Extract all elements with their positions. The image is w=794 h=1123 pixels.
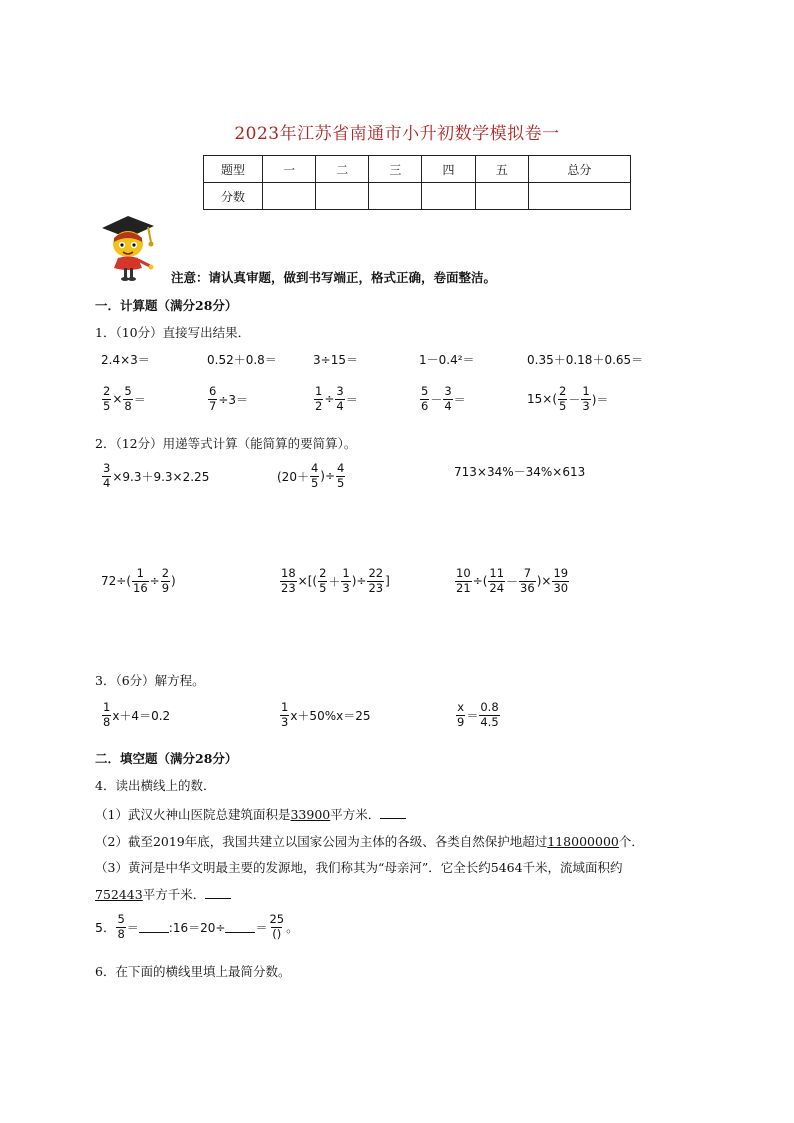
q2-expr bbox=[279, 568, 390, 594]
expr-middle: )÷ bbox=[351, 574, 367, 588]
score-cell[interactable] bbox=[316, 183, 369, 210]
numerator: 11 bbox=[489, 566, 505, 580]
table-header-cell: 一 bbox=[263, 156, 316, 183]
operator: － bbox=[430, 392, 443, 407]
denominator: 4 bbox=[444, 398, 452, 413]
denominator: 36 bbox=[520, 580, 535, 595]
q4-sub3-line1: （3）黄河是中华文明最主要的发源地，我们称其为“母亲河”．它全长约5464千米，流域面积约 bbox=[95, 860, 623, 875]
q1-item: 0.52＋0.8＝ bbox=[207, 353, 277, 367]
numerator: 6 bbox=[209, 384, 217, 398]
q6-label: 6．在下面的横线里填上最简分数。 bbox=[95, 964, 291, 979]
table-row-label: 分数 bbox=[204, 183, 263, 210]
numerator: x bbox=[457, 700, 465, 714]
denominator: 9 bbox=[161, 580, 170, 595]
numerator: 1 bbox=[582, 384, 590, 398]
numerator: 5 bbox=[124, 384, 132, 398]
q1-label: 1．（10分）直接写出结果． bbox=[95, 325, 251, 340]
operator: ＋ bbox=[328, 574, 341, 589]
numerator: 1 bbox=[103, 700, 111, 714]
q2-expr: 713×34%－34%×613 bbox=[454, 465, 586, 479]
equals: ＝ bbox=[126, 920, 139, 935]
expr-prefix: (20＋ bbox=[277, 469, 309, 484]
equals: )＝ bbox=[591, 392, 609, 407]
numerator: 2 bbox=[559, 384, 567, 398]
denominator: 5 bbox=[559, 398, 567, 413]
expr-prefix: ÷( bbox=[472, 574, 488, 588]
denominator: 8 bbox=[103, 714, 111, 729]
denominator: 5 bbox=[310, 475, 319, 490]
numerator: 5 bbox=[421, 384, 429, 398]
q1-fraction-expr bbox=[419, 386, 466, 412]
denominator: 8 bbox=[124, 398, 132, 413]
table-header-cell: 总分 bbox=[528, 156, 630, 183]
numerator: 5 bbox=[117, 912, 125, 926]
numerator: 19 bbox=[553, 566, 569, 580]
expr-prefix: 72÷( bbox=[101, 574, 132, 588]
denominator: 3 bbox=[582, 398, 590, 413]
page-title: 2023年江苏省南通市小升初数学模拟卷一 bbox=[234, 124, 560, 144]
denominator: 7 bbox=[209, 398, 217, 413]
score-cell[interactable] bbox=[475, 183, 528, 210]
notice-text: 注意：请认真审题，做到书写端正，格式正确，卷面整洁。 bbox=[171, 270, 497, 285]
denominator: 23 bbox=[368, 580, 384, 595]
denominator: 3 bbox=[281, 714, 289, 729]
denominator: 4 bbox=[336, 398, 344, 413]
q1-fraction-expr bbox=[527, 386, 608, 412]
numerator: 1 bbox=[342, 566, 350, 580]
q1-fraction-expr bbox=[207, 386, 248, 412]
numerator: 18 bbox=[281, 566, 296, 580]
q4-label: 4．读出横线上的数． bbox=[95, 778, 216, 793]
denominator: 6 bbox=[421, 398, 429, 413]
q5-expr bbox=[95, 914, 299, 940]
score-cell[interactable] bbox=[528, 183, 630, 210]
equals: ＝ bbox=[453, 392, 466, 407]
q4-sub2 bbox=[95, 832, 644, 850]
expr-middle: )× bbox=[536, 574, 552, 588]
q3-equation bbox=[279, 702, 370, 728]
answer-blank[interactable] bbox=[205, 888, 231, 899]
operator: ÷ bbox=[324, 392, 335, 406]
q1-fraction-expr bbox=[313, 386, 358, 412]
q5-label: 5． bbox=[95, 920, 116, 935]
denominator: 2 bbox=[315, 398, 323, 413]
section2-heading: 二．填空题（满分28分） bbox=[95, 751, 238, 766]
q3-label: 3．（6分）解方程。 bbox=[95, 673, 205, 688]
equals: ＝ bbox=[345, 392, 358, 407]
numerator: 2 bbox=[103, 384, 111, 398]
table-row bbox=[204, 183, 631, 210]
score-cell[interactable] bbox=[263, 183, 316, 210]
table-header-cell: 五 bbox=[475, 156, 528, 183]
q1-item: 1－0.4²＝ bbox=[419, 353, 475, 367]
q1-item: 2.4×3＝ bbox=[101, 353, 150, 367]
q2-label: 2．（12分）用递等式计算（能简算的要简算）。 bbox=[95, 436, 357, 451]
underlined-number: 118000000 bbox=[547, 834, 619, 849]
table-row bbox=[204, 156, 631, 183]
numerator: 2 bbox=[319, 566, 327, 580]
denominator: 24 bbox=[489, 580, 505, 595]
numerator: 1 bbox=[315, 384, 323, 398]
answer-blank[interactable] bbox=[139, 922, 169, 933]
denominator: 5 bbox=[337, 475, 345, 490]
q2-expr bbox=[454, 568, 570, 594]
denominator: 4.5 bbox=[480, 714, 499, 729]
denominator: 16 bbox=[133, 580, 148, 595]
q1-item: 0.35＋0.18＋0.65＝ bbox=[527, 353, 644, 367]
score-cell[interactable] bbox=[369, 183, 422, 210]
table-header-cell: 四 bbox=[422, 156, 475, 183]
operator: － bbox=[568, 392, 581, 407]
q2-expr bbox=[101, 463, 209, 489]
underlined-number: 752443 bbox=[95, 887, 143, 902]
numerator: 7 bbox=[523, 566, 532, 580]
q4-sub2-unit: 个． bbox=[618, 834, 644, 849]
table-header-cell: 三 bbox=[369, 156, 422, 183]
expr-end: ] bbox=[385, 574, 390, 588]
answer-blank[interactable] bbox=[225, 922, 255, 933]
numerator: 25 bbox=[269, 912, 285, 926]
numerator: 2 bbox=[161, 566, 170, 580]
expr-prefix: 15×( bbox=[527, 392, 558, 406]
score-table bbox=[203, 155, 631, 210]
q4-sub3-line2 bbox=[95, 885, 231, 903]
q1-fraction-expr bbox=[101, 386, 146, 412]
q3-equation bbox=[101, 702, 170, 728]
period: 。 bbox=[286, 920, 299, 935]
denominator-blank[interactable]: () bbox=[272, 926, 282, 941]
operator: × bbox=[112, 392, 123, 406]
equals: ＝ bbox=[255, 920, 268, 935]
expr-rest: ×9.3＋9.3×2.25 bbox=[112, 469, 210, 484]
table-header-cell: 题型 bbox=[204, 156, 263, 183]
operator: － bbox=[506, 574, 519, 589]
numerator: 3 bbox=[336, 384, 344, 398]
expr-rest: ÷3＝ bbox=[218, 392, 249, 407]
q3-equation bbox=[455, 702, 501, 728]
equals: ＝ bbox=[466, 708, 479, 723]
numerator: 1 bbox=[281, 700, 289, 714]
expr-rest: x＋4＝0.2 bbox=[112, 708, 171, 723]
denominator: 3 bbox=[342, 580, 350, 595]
denominator: 8 bbox=[117, 926, 125, 941]
equals: ＝ bbox=[133, 392, 146, 407]
q4-sub2-text: （2）截至2019年底，我国共建立以国家公园为主体的各级、各类自然保护地超过 bbox=[95, 834, 548, 849]
section1-heading: 一．计算题（满分28分） bbox=[95, 298, 238, 313]
numerator: 0.8 bbox=[480, 700, 499, 714]
q4-sub1-unit: 平方米． bbox=[330, 807, 381, 822]
denominator: 5 bbox=[319, 580, 327, 595]
denominator: 30 bbox=[553, 580, 569, 595]
mascot-graduate-icon bbox=[98, 208, 162, 284]
expr-middle: :16＝20÷ bbox=[168, 920, 226, 935]
q4-sub1-text: （1）武汉火神山医院总建筑面积是 bbox=[95, 807, 291, 822]
q2-expr bbox=[277, 463, 346, 489]
denominator: 23 bbox=[281, 580, 296, 595]
numerator: 4 bbox=[337, 461, 345, 475]
q1-item: 3÷15＝ bbox=[313, 353, 358, 367]
q4-sub3-unit: 平方千米． bbox=[142, 887, 206, 902]
expr-end: ) bbox=[171, 574, 176, 588]
expr-rest: x＋50%x＝25 bbox=[290, 708, 371, 723]
numerator: 22 bbox=[368, 566, 384, 580]
operator: ÷ bbox=[149, 574, 160, 588]
numerator: 4 bbox=[310, 461, 319, 475]
numerator: 1 bbox=[136, 566, 144, 580]
underlined-number: 33900 bbox=[290, 807, 331, 822]
score-cell[interactable] bbox=[422, 183, 475, 210]
denominator: 5 bbox=[103, 398, 111, 413]
table-header-cell: 二 bbox=[316, 156, 369, 183]
numerator: 3 bbox=[103, 461, 111, 475]
numerator: 3 bbox=[444, 384, 452, 398]
denominator: 21 bbox=[456, 580, 471, 595]
expr-prefix: ×[( bbox=[297, 574, 318, 588]
denominator: 4 bbox=[103, 475, 111, 490]
q2-expr bbox=[101, 568, 176, 594]
numerator: 10 bbox=[456, 566, 471, 580]
answer-blank[interactable] bbox=[380, 808, 406, 819]
denominator: 9 bbox=[457, 714, 465, 729]
q4-sub1 bbox=[95, 805, 406, 823]
expr-middle: )÷ bbox=[320, 469, 336, 483]
